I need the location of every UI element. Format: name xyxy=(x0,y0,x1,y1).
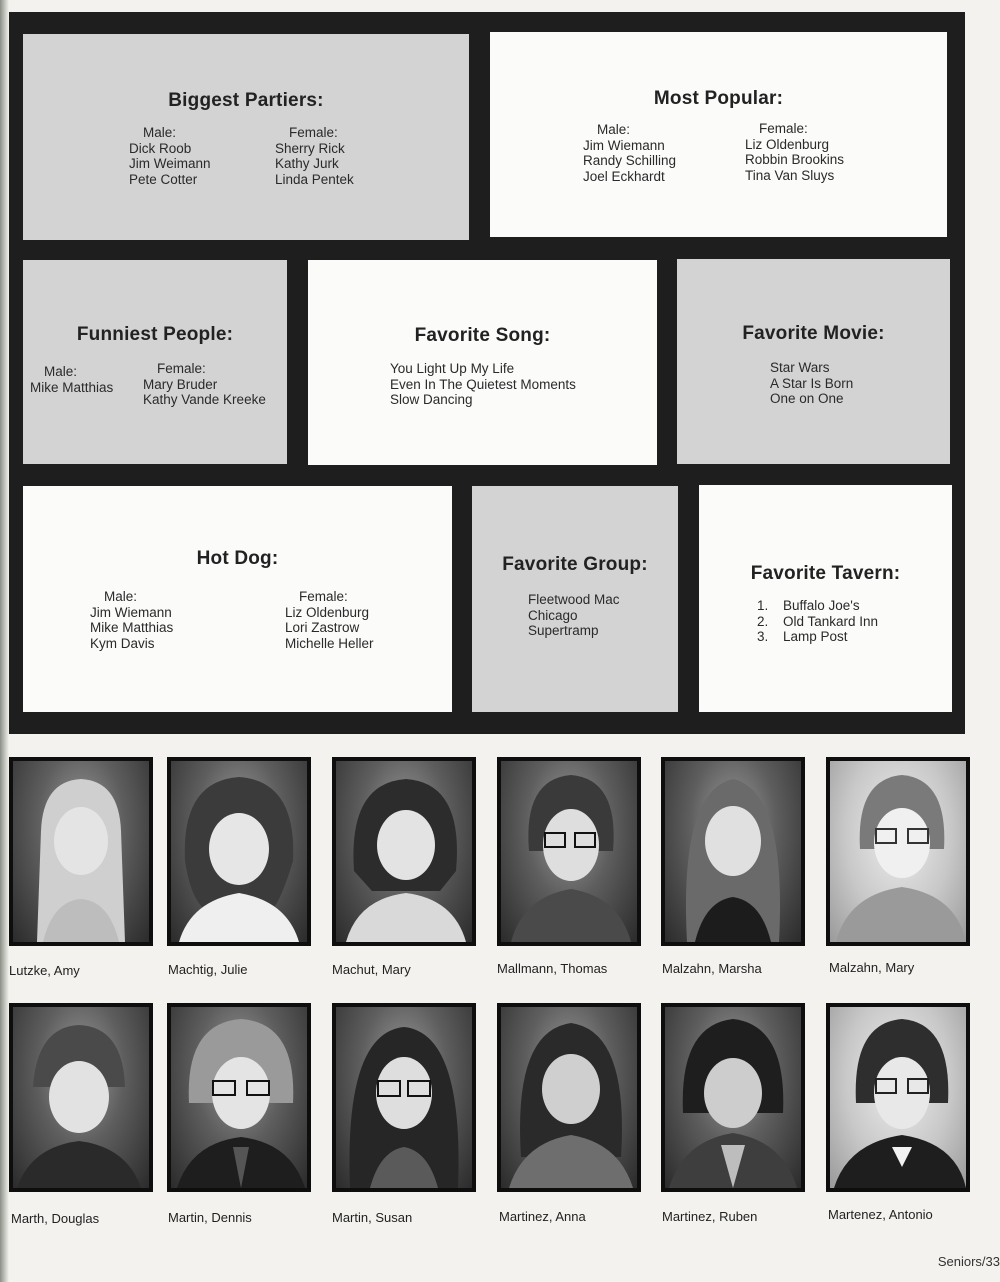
portrait-photo xyxy=(826,757,970,946)
biggest-partiers-male: Male: Dick Roob Jim Weimann Pete Cotter xyxy=(129,125,211,187)
page-folio: Seniors/33 xyxy=(937,1254,1000,1269)
tavern-item: 2. Old Tankard Inn xyxy=(757,613,879,629)
most-popular-title: Most Popular: xyxy=(653,88,784,109)
hot-dog-box xyxy=(23,486,452,712)
most-popular-female: Female: Liz Oldenburg Robbin Brookins Tina Van Sluys xyxy=(745,121,845,183)
funniest-people-female: Female: Mary Bruder Kathy Vande Kreeke xyxy=(143,361,266,407)
portrait-name: Martin, Dennis xyxy=(168,1210,252,1225)
most-popular-box xyxy=(490,32,947,237)
hot-dog-female: Female: Liz Oldenburg Lori Zastrow Michelle Heller xyxy=(285,589,374,651)
favorite-group-list: Fleetwood Mac Chicago Supertramp xyxy=(528,592,620,638)
portrait-photo xyxy=(497,1003,641,1192)
tavern-item: 1. Buffalo Joe's xyxy=(757,598,860,613)
portrait-name: Martin, Susan xyxy=(332,1210,413,1225)
favorite-movie-list: Star Wars A Star Is Born One on One xyxy=(770,360,854,406)
favorite-group-title: Favorite Group: xyxy=(502,554,648,575)
portrait-name: Lutzke, Amy xyxy=(9,963,80,978)
portrait-name: Martinez, Anna xyxy=(499,1209,586,1224)
portrait-photo xyxy=(332,1003,476,1192)
tavern-item: 3. Lamp Post xyxy=(757,629,848,644)
favorite-tavern-title: Favorite Tavern: xyxy=(750,563,901,584)
biggest-partiers-box xyxy=(23,34,469,240)
binding-edge xyxy=(0,0,9,1282)
favorite-tavern-box xyxy=(699,485,952,712)
hot-dog-title: Hot Dog: xyxy=(196,548,279,569)
portrait-name: Machut, Mary xyxy=(332,962,411,977)
portrait-photo xyxy=(9,757,153,946)
portrait-name: Malzahn, Mary xyxy=(829,960,915,975)
favorite-tavern-list xyxy=(757,598,878,645)
portrait-photo xyxy=(9,1003,153,1192)
portrait-photo xyxy=(332,757,476,946)
portrait-name: Machtig, Julie xyxy=(168,962,248,977)
portrait-name: Malzahn, Marsha xyxy=(662,961,762,976)
favorite-movie-title: Favorite Movie: xyxy=(742,323,885,344)
favorite-song-list: You Light Up My Life Even In The Quietest Moments Slow Dancing xyxy=(390,361,576,407)
favorite-group-box xyxy=(472,486,678,712)
portrait-photo xyxy=(167,757,311,946)
portrait-photo xyxy=(497,757,641,946)
portrait-photo xyxy=(661,757,805,946)
biggest-partiers-female: Female: Sherry Rick Kathy Jurk Linda Pentek xyxy=(275,125,354,187)
portrait-name: Martenez, Antonio xyxy=(828,1207,933,1222)
funniest-people-title: Funniest People: xyxy=(76,324,234,345)
biggest-partiers-title: Biggest Partiers: xyxy=(168,90,324,111)
funniest-people-box xyxy=(23,260,287,464)
favorite-song-title: Favorite Song: xyxy=(414,325,551,346)
hot-dog-male: Male: Jim Wiemann Mike Matthias Kym Davis xyxy=(90,589,174,651)
most-popular-male: Male: Jim Wiemann Randy Schilling Joel Eckhardt xyxy=(583,122,677,184)
funniest-people-male: Male: Mike Matthias xyxy=(30,364,114,395)
favorite-movie-box xyxy=(677,259,950,464)
portrait-photo xyxy=(167,1003,311,1192)
portrait-name: Mallmann, Thomas xyxy=(497,961,608,976)
portrait-name: Marth, Douglas xyxy=(11,1211,100,1226)
portrait-name: Martinez, Ruben xyxy=(662,1209,758,1224)
portrait-photo xyxy=(826,1003,970,1192)
superlatives-frame xyxy=(9,12,965,734)
favorite-song-box xyxy=(308,260,657,465)
portrait-photo xyxy=(661,1003,805,1192)
